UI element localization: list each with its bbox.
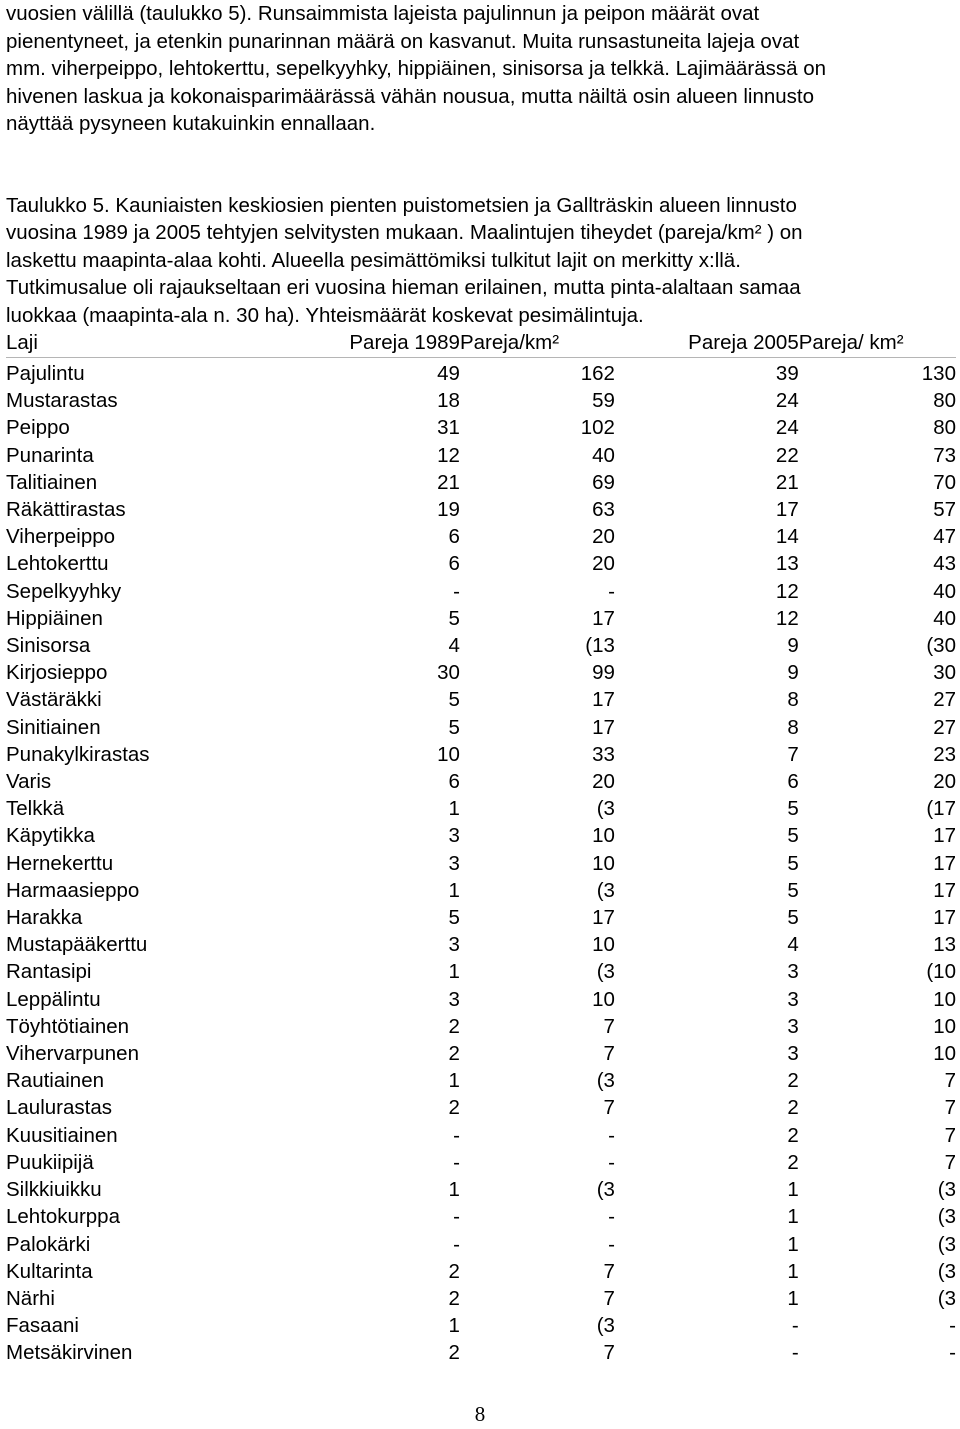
density-2005-cell: 57 (933, 498, 956, 522)
density-1989-cell: 17 (592, 606, 615, 630)
intro-line: näyttää pysyneen kutakuinkin ennallaan. (6, 112, 376, 135)
pairs-2005-cell: 3 (787, 987, 799, 1011)
species-name-cell: Harmaasieppo (6, 878, 140, 902)
pairs-1989-cell: 49 (437, 362, 460, 385)
table-row (6, 741, 956, 768)
pairs-2005-cell: 24 (775, 416, 799, 440)
caption-line: laskettu maapinta-alaa kohti. Alueella pesimättömiksi tulkitut lajit on merkitty x:llä. (6, 248, 741, 272)
density-2005-cell: 7 (944, 1069, 956, 1093)
density-2005-cell: 17 (933, 878, 956, 902)
density-2005-cell: 40 (933, 606, 956, 630)
density-1989-cell: 10 (592, 824, 615, 848)
table-row (6, 1149, 956, 1176)
density-1989-cell: (3 (596, 1069, 615, 1093)
pairs-1989-cell: 5 (448, 906, 460, 930)
caption-line: Tutkimusalue oli rajaukseltaan eri vuosina hieman erilainen, mutta pinta-alaltaan samaa (6, 276, 801, 299)
pairs-1989-cell: - (453, 1123, 460, 1147)
pairs-2005-cell: - (791, 1341, 799, 1365)
table-header-row (6, 329, 956, 358)
species-name-cell: Punakylkirastas (6, 742, 150, 766)
table-row (6, 958, 956, 985)
species-name-cell: Telkkä (6, 797, 65, 821)
pairs-1989-cell: 5 (448, 688, 460, 712)
pairs-2005-cell: 2 (787, 1069, 799, 1093)
pairs-1989-cell: 2 (448, 1259, 460, 1283)
species-name-cell: Fasaani (6, 1314, 79, 1338)
density-1989-cell: 102 (580, 416, 615, 440)
table-row (6, 358, 956, 388)
pairs-1989-cell: 4 (448, 634, 460, 658)
pairs-2005-cell: 6 (787, 770, 799, 794)
pairs-2005-cell: 1 (787, 1259, 799, 1283)
pairs-1989-cell: 19 (437, 498, 460, 522)
pairs-1989-cell: 6 (448, 770, 460, 794)
pairs-1989-cell: 1 (448, 1314, 460, 1338)
species-name-cell: Närhi (6, 1286, 55, 1310)
species-name-cell: Viherpeippo (6, 525, 116, 549)
species-name-cell: Palokärki (6, 1232, 91, 1256)
pairs-1989-cell: 30 (437, 661, 460, 685)
pairs-2005-cell: 3 (787, 1014, 799, 1038)
density-1989-cell: 7 (603, 1096, 615, 1120)
species-name-cell: Kirjosieppo (6, 661, 108, 685)
species-name-cell: Puukiipijä (6, 1150, 94, 1174)
pairs-2005-cell: 12 (775, 606, 799, 630)
pairs-2005-cell: 17 (775, 498, 799, 522)
pairs-1989-cell: 1 (448, 797, 460, 821)
table-row (6, 1339, 956, 1366)
species-name-cell: Rautiainen (6, 1069, 105, 1093)
density-1989-cell: 7 (603, 1286, 615, 1310)
header-pairs-2005: Pareja 2005 (615, 329, 799, 358)
pairs-1989-cell: 5 (448, 606, 460, 630)
pairs-2005-cell: 7 (787, 742, 799, 766)
density-1989-cell: 99 (592, 661, 615, 685)
density-1989-cell: (3 (596, 1178, 615, 1202)
caption-line: vuosina 1989 ja 2005 tehtyjen selvitysten mukaan. Maalintujen tiheydet (pareja/km² ) on (6, 221, 803, 244)
table-row (6, 1285, 956, 1312)
density-2005-cell: 17 (933, 906, 956, 930)
density-2005-cell: 17 (933, 824, 956, 848)
density-1989-cell: - (608, 579, 615, 603)
pairs-1989-cell: - (453, 579, 460, 603)
pairs-1989-cell: 3 (448, 824, 460, 848)
density-2005-cell: 13 (933, 933, 956, 957)
pairs-1989-cell: 2 (448, 1042, 460, 1066)
pairs-2005-cell: - (791, 1314, 799, 1338)
density-2005-cell: 10 (933, 1014, 956, 1038)
density-1989-cell: 7 (603, 1259, 615, 1283)
caption-line: Taulukko 5. Kauniaisten keskiosien pienten puistometsien ja Gallträskin alueen linnusto (6, 193, 797, 217)
density-1989-cell: 40 (592, 443, 615, 467)
pairs-2005-cell: 8 (787, 715, 799, 739)
pairs-2005-cell: 5 (787, 824, 799, 848)
pairs-1989-cell: 31 (437, 416, 460, 440)
density-2005-cell: (3 (937, 1286, 956, 1310)
density-2005-cell: 30 (933, 661, 956, 685)
pairs-1989-cell: 3 (448, 987, 460, 1011)
intro-line: pienentyneet, ja etenkin punarinnan määrä on kasvanut. Muita runsastuneita lajeja ovat (6, 29, 800, 53)
header-pairs-1989: Pareja 1989 (305, 329, 460, 358)
density-2005-cell: (3 (937, 1178, 956, 1202)
pairs-1989-cell: 2 (448, 1096, 460, 1120)
density-2005-cell: (10 (926, 960, 956, 984)
density-1989-cell: 10 (592, 987, 615, 1011)
pairs-1989-cell: 6 (448, 552, 460, 576)
species-name-cell: Sinisorsa (6, 634, 91, 658)
pairs-2005-cell: 39 (775, 362, 799, 385)
density-2005-cell: 10 (933, 1042, 956, 1066)
table-row (6, 523, 956, 550)
pairs-1989-cell: - (453, 1232, 460, 1256)
density-1989-cell: 17 (592, 688, 615, 712)
table-row (6, 1176, 956, 1203)
density-1989-cell: - (608, 1232, 615, 1256)
pairs-2005-cell: 21 (775, 470, 799, 494)
species-name-cell: Silkkiuikku (6, 1178, 102, 1202)
density-1989-cell: 162 (580, 362, 615, 385)
pairs-1989-cell: - (453, 1150, 460, 1174)
table-row (6, 986, 956, 1013)
species-name-cell: Harakka (6, 906, 83, 930)
species-name-cell: Lehtokerttu (6, 552, 109, 576)
density-1989-cell: 10 (592, 851, 615, 875)
pairs-2005-cell: 3 (787, 960, 799, 984)
table-row (6, 1040, 956, 1067)
table-row (6, 1122, 956, 1149)
density-2005-cell: (30 (926, 634, 956, 658)
pairs-2005-cell: 2 (787, 1123, 799, 1147)
density-2005-cell: 40 (933, 579, 956, 603)
density-2005-cell: 43 (933, 552, 956, 576)
density-1989-cell: 17 (592, 715, 615, 739)
pairs-2005-cell: 24 (775, 389, 799, 413)
pairs-1989-cell: 2 (448, 1014, 460, 1038)
pairs-2005-cell: 22 (775, 443, 799, 467)
pairs-2005-cell: 5 (787, 878, 799, 902)
pairs-1989-cell: 1 (448, 960, 460, 984)
pairs-2005-cell: 9 (787, 661, 799, 685)
density-2005-cell: 7 (944, 1123, 956, 1147)
density-2005-cell: (3 (937, 1259, 956, 1283)
table-row (6, 822, 956, 849)
density-1989-cell: (3 (596, 1314, 615, 1338)
table-row (6, 1231, 956, 1258)
intro-paragraph (6, 0, 956, 138)
species-name-cell: Metsäkirvinen (6, 1341, 133, 1365)
table-row (6, 850, 956, 877)
density-2005-cell: (17 (926, 797, 956, 821)
table-row (6, 469, 956, 496)
density-1989-cell: 7 (603, 1042, 615, 1066)
table-row (6, 1094, 956, 1121)
table-row (6, 904, 956, 931)
table-row (6, 795, 956, 822)
pairs-1989-cell: - (453, 1205, 460, 1229)
density-1989-cell: - (608, 1205, 615, 1229)
pairs-1989-cell: 6 (448, 525, 460, 549)
table-row (6, 877, 956, 904)
pairs-1989-cell: 21 (437, 470, 460, 494)
species-name-cell: Vihervarpunen (6, 1042, 139, 1066)
pairs-1989-cell: 2 (448, 1286, 460, 1310)
table-row (6, 768, 956, 795)
table-row (6, 550, 956, 577)
pairs-2005-cell: 1 (787, 1286, 799, 1310)
table-row (6, 714, 956, 741)
density-1989-cell: (13 (585, 634, 615, 658)
pairs-1989-cell: 12 (437, 443, 460, 467)
table-row (6, 1258, 956, 1285)
pairs-1989-cell: 2 (448, 1341, 460, 1365)
table-row (6, 632, 956, 659)
pairs-2005-cell: 8 (787, 688, 799, 712)
pairs-2005-cell: 1 (787, 1232, 799, 1256)
density-2005-cell: 80 (933, 389, 956, 413)
table-row (6, 686, 956, 713)
intro-line: hivenen laskua ja kokonaisparimäärässä vähän nousua, mutta näiltä osin alueen linnusto (6, 84, 814, 108)
density-1989-cell: (3 (596, 878, 615, 902)
intro-line: mm. viherpeippo, lehtokerttu, sepelkyyhky, hippiäinen, sinisorsa ja telkkä. Lajimäärässä on (6, 57, 827, 80)
density-1989-cell: 20 (592, 552, 615, 576)
density-2005-cell: 23 (933, 742, 956, 766)
density-1989-cell: - (608, 1123, 615, 1147)
density-2005-cell: 130 (921, 362, 956, 385)
density-2005-cell: - (949, 1341, 956, 1365)
species-name-cell: Peippo (6, 416, 70, 440)
pairs-1989-cell: 3 (448, 851, 460, 875)
page-number: 8 (474, 1402, 486, 1426)
density-2005-cell: 27 (933, 688, 956, 712)
species-name-cell: Rantasipi (6, 960, 92, 984)
species-name-cell: Räkättirastas (6, 498, 126, 522)
species-name-cell: Kuusitiainen (6, 1123, 118, 1147)
density-2005-cell: 7 (944, 1150, 956, 1174)
species-name-cell: Varis (6, 770, 52, 794)
pairs-2005-cell: 14 (775, 525, 799, 549)
density-2005-cell: - (949, 1314, 956, 1338)
species-name-cell: Laulurastas (6, 1096, 112, 1120)
density-2005-cell: 20 (933, 770, 956, 794)
density-1989-cell: 63 (592, 498, 615, 522)
species-name-cell: Västäräkki (6, 688, 102, 712)
table-caption (6, 192, 956, 330)
species-name-cell: Hernekerttu (6, 851, 114, 875)
pairs-1989-cell: 1 (448, 1069, 460, 1093)
table-body (6, 358, 956, 1367)
density-1989-cell: 33 (592, 742, 615, 766)
density-1989-cell: 7 (603, 1014, 615, 1038)
pairs-2005-cell: 12 (775, 579, 799, 603)
table-row (6, 442, 956, 469)
pairs-2005-cell: 2 (787, 1096, 799, 1120)
pairs-2005-cell: 1 (787, 1205, 799, 1229)
density-2005-cell: 10 (933, 987, 956, 1011)
density-1989-cell: 7 (603, 1341, 615, 1365)
table-row (6, 1203, 956, 1230)
species-name-cell: Sinitiainen (6, 715, 101, 739)
table-row (6, 578, 956, 605)
species-name-cell: Töyhtötiainen (6, 1014, 130, 1038)
table-row (6, 1067, 956, 1094)
pairs-2005-cell: 4 (787, 933, 799, 957)
density-1989-cell: 20 (592, 770, 615, 794)
pairs-1989-cell: 5 (448, 715, 460, 739)
species-name-cell: Kultarinta (6, 1259, 93, 1283)
document-page (6, 0, 956, 1367)
density-1989-cell: (3 (596, 797, 615, 821)
density-1989-cell: 17 (592, 906, 615, 930)
pairs-2005-cell: 5 (787, 851, 799, 875)
pairs-2005-cell: 3 (787, 1042, 799, 1066)
species-name-cell: Mustapääkerttu (6, 933, 148, 957)
intro-line: vuosien välillä (taulukko 5). Runsaimmista lajeista pajulinnun ja peipon määrät ovat (6, 2, 760, 25)
density-1989-cell: (3 (596, 960, 615, 984)
pairs-2005-cell: 1 (787, 1178, 799, 1202)
density-2005-cell: (3 (937, 1205, 956, 1229)
header-density-1989: Pareja/km² (460, 329, 615, 358)
table-row (6, 1312, 956, 1339)
pairs-2005-cell: 5 (787, 906, 799, 930)
pairs-1989-cell: 3 (448, 933, 460, 957)
pairs-2005-cell: 9 (787, 634, 799, 658)
caption-line: luokkaa (maapinta-ala n. 30 ha). Yhteismäärät koskevat pesimälintuja. (6, 303, 644, 327)
pairs-2005-cell: 13 (775, 552, 799, 576)
density-1989-cell: 59 (592, 389, 615, 413)
pairs-2005-cell: 2 (787, 1150, 799, 1174)
species-name-cell: Lehtokurppa (6, 1205, 120, 1229)
table-row (6, 387, 956, 414)
table-row (6, 1013, 956, 1040)
density-2005-cell: 80 (933, 416, 956, 440)
density-2005-cell: 27 (933, 715, 956, 739)
density-1989-cell: 10 (592, 933, 615, 957)
species-name-cell: Mustarastas (6, 389, 118, 413)
header-species: Laji (6, 329, 305, 358)
species-name-cell: Leppälintu (6, 987, 101, 1011)
pairs-1989-cell: 18 (437, 389, 460, 413)
density-2005-cell: 70 (933, 470, 956, 494)
species-name-cell: Punarinta (6, 443, 94, 467)
density-1989-cell: - (608, 1150, 615, 1174)
density-2005-cell: 7 (944, 1096, 956, 1120)
pairs-2005-cell: 5 (787, 797, 799, 821)
density-2005-cell: 73 (933, 443, 956, 467)
pairs-1989-cell: 10 (437, 742, 460, 766)
header-density-2005: Pareja/ km² (799, 329, 956, 358)
pairs-1989-cell: 1 (448, 878, 460, 902)
species-name-cell: Hippiäinen (6, 606, 103, 630)
table-row (6, 931, 956, 958)
pairs-1989-cell: 1 (448, 1178, 460, 1202)
species-name-cell: Käpytikka (6, 824, 95, 848)
table-row (6, 605, 956, 632)
bird-census-table (6, 329, 956, 1367)
table-row (6, 414, 956, 441)
species-name-cell: Talitiainen (6, 470, 98, 494)
species-name-cell: Pajulintu (6, 362, 85, 385)
density-2005-cell: 17 (933, 851, 956, 875)
density-2005-cell: (3 (937, 1232, 956, 1256)
species-name-cell: Sepelkyyhky (6, 579, 122, 603)
density-2005-cell: 47 (933, 525, 956, 549)
density-1989-cell: 20 (592, 525, 615, 549)
table-row (6, 496, 956, 523)
density-1989-cell: 69 (592, 470, 615, 494)
table-row (6, 659, 956, 686)
